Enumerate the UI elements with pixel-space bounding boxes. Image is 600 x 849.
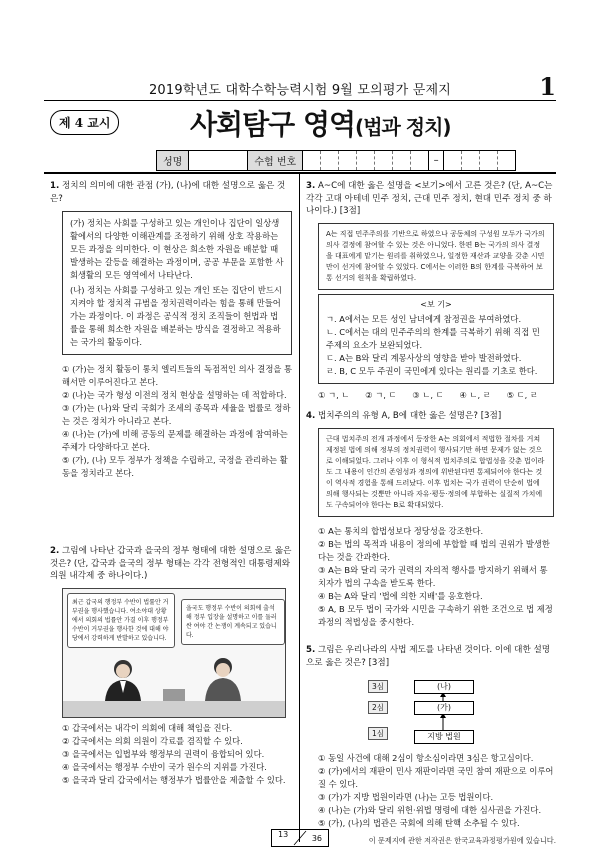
q1-passage-na: (나) 정치는 사회를 구성하고 있는 개인 또는 집단이 반드시 지켜야 할 정치적 규범을 정치권력이라는 힘을 통해 만들어 가는 과정이다. 이 과정은 공식적 정치 조직들이 헌법과 법률을 통해 희소한 자원을 배분하는 방식을 결정하고 적용하는 국가의 활동이다.: [70, 285, 282, 347]
q2-illustration: [62, 588, 286, 718]
q3-bogi-1: ㄱ. A에서는 모든 성인 남녀에게 참정권을 부여하였다.: [326, 313, 522, 324]
copyright-note: 이 문제지에 관한 저작권은 한국교육과정평가원에 있습니다.: [368, 836, 556, 845]
column-divider: [299, 174, 300, 842]
subject-sub: (법과 정치): [355, 115, 451, 139]
q4-passage-box: 근대 법치주의 전개 과정에서 등장한 A는 의회에서 적법한 절차를 거쳐 제정된 법에 의해 정부의 정치권력이 행사되기만 하면 문제가 없는 것으로 이해되었다. 그러나 이후 이 형식적 법치주의로 합법성을 갖춘 법이라도 그 내용이 인간의 존엄성과 정의에 위반된다면 통제되어야 한다는 것이 역사적 경험을 통해 드러났다. 이후 법치는 국가 권력이 단순히 법에 의해 행사되는 것뿐만 아니라 자유·평등·정의에 부합하는 실질적 가치에도 구속되어야 한다는 B로 확대되었다.: [318, 428, 554, 517]
question-4: [306, 410, 554, 629]
q1-stem: [50, 180, 292, 205]
exam-no-digit[interactable]: [480, 151, 498, 170]
q4-option-2[interactable]: ② B는 법의 목적과 내용이 정의에 부합할 때 법의 권위가 발생한다는 것을 간과한다.: [318, 538, 550, 562]
q5-number: 5.: [306, 645, 316, 655]
question-5: [306, 644, 554, 669]
question-2: [50, 545, 292, 583]
q4-number: 4.: [306, 411, 316, 421]
q5-option-4[interactable]: ④ (나)는 (가)와 달리 위헌·위법 명령에 대한 심사권을 가진다.: [318, 805, 542, 815]
exam-no-digit[interactable]: [444, 151, 462, 170]
q5-court-diagram: [368, 680, 508, 746]
q3-bogi-4: ㄹ. B, C 모두 주권이 국민에게 있다는 원리를 기초로 한다.: [326, 365, 538, 376]
q4-option-1[interactable]: ① A는 통치의 합법성보다 정당성을 강조한다.: [318, 525, 484, 536]
q5-options: [318, 752, 554, 830]
subject-main: 사회탐구 영역: [190, 108, 356, 141]
q3-options: [318, 389, 538, 402]
q4-option-4[interactable]: ④ B는 A와 달리 '법에 의한 지배'를 옹호한다.: [318, 590, 483, 601]
q3-number: 3.: [306, 181, 316, 191]
q3-option-4[interactable]: ④ ㄴ, ㄹ: [459, 389, 491, 400]
q4-option-3[interactable]: ③ A는 B와 달리 국가 권력의 자의적 행사를 방지하기 위해서 통치자가 법의 구속을 받도록 한다.: [318, 564, 548, 588]
q5-stem: [306, 644, 554, 669]
q2-option-5[interactable]: ⑤ 을국과 달리 갑국에서는 행정부가 법률안을 제출할 수 있다.: [62, 775, 286, 785]
q3-option-3[interactable]: ③ ㄴ, ㄷ: [412, 389, 444, 400]
q5-option-1[interactable]: ① 동일 사건에 대해 2심이 항소심이라면 3심은 항고심이다.: [318, 753, 534, 763]
exam-no-digit[interactable]: [357, 151, 375, 170]
court-box-ga: (가): [414, 701, 474, 715]
exam-no-digit[interactable]: [462, 151, 480, 170]
q3-stem-text: A~C에 대한 옳은 설명을 <보기>에서 고른 것은? (단, A~C는 각각 고대 아테네 민주 정치, 근대 민주 정치, 현대 민주 정치 중 하나이다.) [3점]: [306, 181, 553, 216]
exam-no-dash: –: [429, 151, 444, 170]
q2-stem-text: 그림에 나타난 갑국과 을국의 정부 형태에 대한 설명으로 옳은 것은? (단, 갑국과 을국의 정부 형태는 각각 전형적인 대통령제와 의원 내각제 중 하나이다.): [50, 546, 292, 581]
exam-no-digit[interactable]: [498, 151, 515, 170]
q3-stem: [306, 180, 554, 218]
q4-options: [318, 525, 554, 629]
news-anchors-figure: [63, 589, 285, 717]
subject-title: [190, 103, 451, 143]
q2-number: 2.: [50, 546, 60, 556]
q3-option-5[interactable]: ⑤ ㄷ, ㄹ: [506, 389, 538, 400]
q3-passage-box: A는 직접 민주주의를 기반으로 하였으나 공동체의 구성원 모두가 국가의 의사 결정에 참여할 수 있는 것은 아니었다. 한편 B는 국가의 의사 결정을 대표에게 맡기는 원리를 취하였으나, 일정한 재산과 교양을 갖춘 시민만이 선거에 참여할 수 있었다. C에서는 이러한 B의 한계를 극복하여 보통 선거의 원칙을 확립하였다.: [318, 223, 554, 290]
page-total: 36: [311, 834, 322, 843]
exam-no-digit[interactable]: [339, 151, 357, 170]
q5-option-3[interactable]: ③ (가)가 지방 법원이라면 (나)는 고등 법원이다.: [318, 792, 494, 802]
page-number: 1: [539, 72, 556, 101]
q4-stem: [306, 410, 554, 423]
page-counter: [271, 829, 329, 847]
q1-options: [62, 363, 292, 480]
q1-option-1[interactable]: ① (가)는 정치 활동이 통치 엘리트들의 독점적인 의사 결정을 통해서만 이루어진다고 본다.: [62, 364, 293, 387]
session-badge: 제 4 교시: [50, 110, 119, 135]
q1-option-4[interactable]: ④ (나)는 (가)에 비해 공동의 문제를 해결하는 과정에 참여하는 주체가 다양하다고 본다.: [62, 429, 288, 452]
column-top-rule: [44, 172, 556, 174]
q2-option-1[interactable]: ① 갑국에서는 내각이 의회에 대해 책임을 진다.: [62, 723, 233, 733]
q1-passage-box: [62, 211, 292, 355]
page-current: 13: [278, 830, 289, 839]
q4-option-5[interactable]: ⑤ A, B 모두 법이 국가와 시민을 구속하기 위한 조건으로 법 제정 과정의 적법성을 중시한다.: [318, 603, 553, 627]
q3-option-1[interactable]: ① ㄱ, ㄴ: [318, 389, 350, 400]
q3-bogi-title: <보 기>: [420, 299, 452, 309]
level-2-label: 2심: [368, 701, 388, 714]
level-1-label: 1심: [368, 727, 388, 740]
q1-option-2[interactable]: ② (나)는 국가 형성 이전의 정치 현상을 설명하는 데 적합하다.: [62, 390, 287, 400]
q4-stem-text: 법치주의의 유형 A, B에 대한 옳은 설명은? [3점]: [317, 411, 502, 421]
q2-options: [62, 722, 294, 787]
q2-option-4[interactable]: ④ 을국에서는 행정부 수반이 국가 원수의 지위를 가진다.: [62, 762, 267, 772]
q3-bogi-3: ㄷ. A는 B와 달리 계몽사상의 영향을 받아 발전하였다.: [326, 352, 522, 363]
q1-option-3[interactable]: ③ (가)는 (나)와 달리 국회가 조세의 종목과 세율을 법률로 정하는 것은 정치가 아니라고 본다.: [62, 403, 291, 426]
q1-stem-text: 정치의 의미에 대한 관점 (가), (나)에 대한 설명으로 옳은 것은?: [50, 181, 286, 204]
name-label: 성명: [157, 151, 189, 170]
question-1: [50, 180, 292, 480]
name-field[interactable]: [189, 151, 248, 170]
q2-stem: [50, 545, 292, 583]
exam-no-digit[interactable]: [375, 151, 393, 170]
q1-number: 1.: [50, 181, 60, 191]
question-3: [306, 180, 554, 402]
q5-stem-text: 그림은 우리나라의 사법 제도를 나타낸 것이다. 이에 대한 설명으로 옳은 것은? [3점]: [306, 645, 551, 668]
exam-no-label: 수험 번호: [248, 151, 303, 170]
header-divider: [44, 100, 556, 101]
q5-option-5[interactable]: ⑤ (가), (나)의 법관은 국회에 의해 탄핵 소추될 수 있다.: [318, 818, 520, 828]
exam-no-digit[interactable]: [411, 151, 429, 170]
exam-no-digit[interactable]: [393, 151, 411, 170]
q1-passage-ga: (가) 정치는 사회를 구성하고 있는 개인이나 집단이 일상생활에서의 다양한 이해관계를 조정하기 위해 상호 작용하는 모든 과정을 의미한다. 이 현상은 희소한 자원을 배분할 때 발생하는 갈등을 해결하는 과정이며, 공공 부문을 포함한 사회생활의 모든 영역에서 나타난다.: [70, 218, 284, 280]
candidate-id-row: [156, 150, 516, 171]
q3-bogi-box: [318, 294, 554, 384]
exam-no-digit[interactable]: [303, 151, 321, 170]
q3-option-2[interactable]: ② ㄱ, ㄷ: [365, 389, 397, 400]
exam-title: 2019학년도 대학수학능력시험 9월 모의평가 문제지: [148, 83, 452, 98]
q2-bubble-right: 을국도 행정부 수반이 의회에 출석해 정부 입장을 설명하고 이를 둘러싼 여야 간 논쟁이 계속되고 있습니다.: [181, 599, 285, 645]
q2-option-3[interactable]: ③ 을국에서는 입법부와 행정부의 권력이 융합되어 있다.: [62, 749, 265, 759]
q5-option-2[interactable]: ② (가)에서의 재판이 민사 재판이라면 국민 참여 재판으로 이루어질 수 있다.: [318, 766, 554, 789]
q3-bogi-2: ㄴ. C에서는 대의 민주주의의 한계를 극복하기 위해 직접 민주제의 요소가 보완되었다.: [326, 326, 540, 350]
court-box-na: (나): [414, 680, 474, 694]
level-3-label: 3심: [368, 680, 388, 693]
court-box-district: 지방 법원: [414, 730, 474, 744]
exam-no-digit[interactable]: [321, 151, 339, 170]
q1-option-5[interactable]: ⑤ (가), (나) 모두 정부가 정책을 수립하고, 국정을 관리하는 활동을 정치라고 본다.: [62, 455, 288, 478]
q2-bubble-left: 최근 갑국의 행정부 수반이 법률안 거부권을 행사했습니다. 여소야대 상황에서 의회의 법률안 가결 이후 행정부 수반이 거부권을 행사한 것에 대해 야당에서 강력하게 반발하고 있습니다.: [67, 593, 175, 648]
q2-option-2[interactable]: ② 갑국에서는 의회 의원이 각료를 겸직할 수 있다.: [62, 736, 243, 746]
